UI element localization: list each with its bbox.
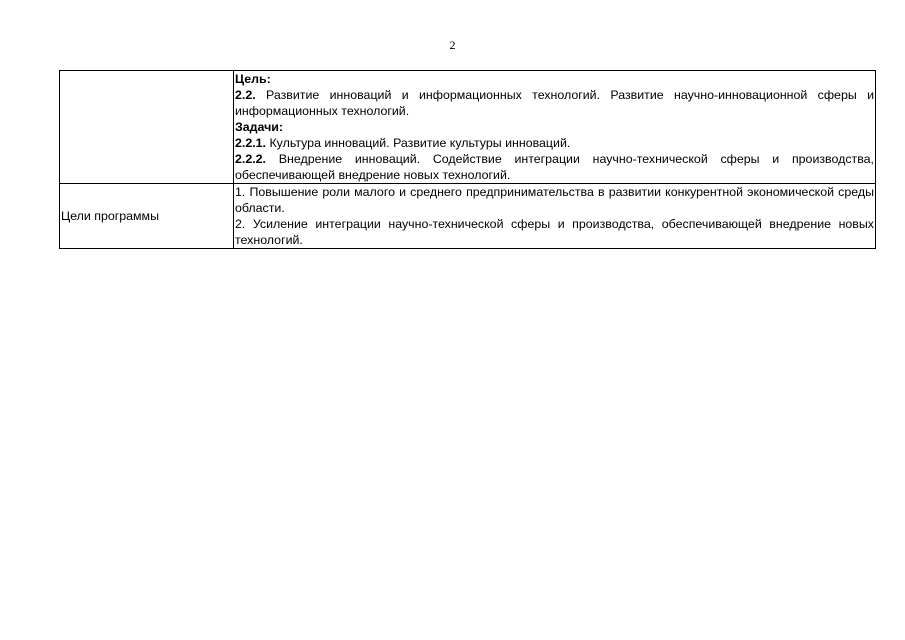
goal-heading: Цель: [235,72,271,86]
task-item [235,151,874,183]
program-goals-cell [234,184,876,249]
program-table [59,70,876,249]
task-text: Внедрение инноваций. Содействие интеграции научно-технической сферы и производства, обеспечивающей внедрение новых технологий. [235,152,874,182]
goal-number: 2.2. [235,88,256,102]
goal-text: Развитие инноваций и информационных технологий. Развитие научно-инновационной сферы и информационных технологий. [235,88,874,118]
table-row [60,71,876,184]
tasks-heading: Задачи: [235,120,284,134]
row-label-cell [60,71,234,184]
task-number: 2.2.2. [235,152,267,166]
goal-item [235,87,874,119]
program-goals-label: Цели программы [60,184,234,249]
task-number: 2.2.1. [235,136,267,150]
task-item [235,135,874,151]
task-text: Культура инноваций. Развитие культуры инноваций. [266,136,571,150]
page-number: 2 [449,38,456,52]
program-goal-item: 2. Усиление интеграции научно-технической сферы и производства, обеспечивающей внедрение новых технологий. [235,217,874,247]
table-row [60,184,876,249]
program-goal-item: 1. Повышение роли малого и среднего предпринимательства в развитии конкурентной экономической среды области. [235,185,874,215]
goal-tasks-cell [234,71,876,184]
